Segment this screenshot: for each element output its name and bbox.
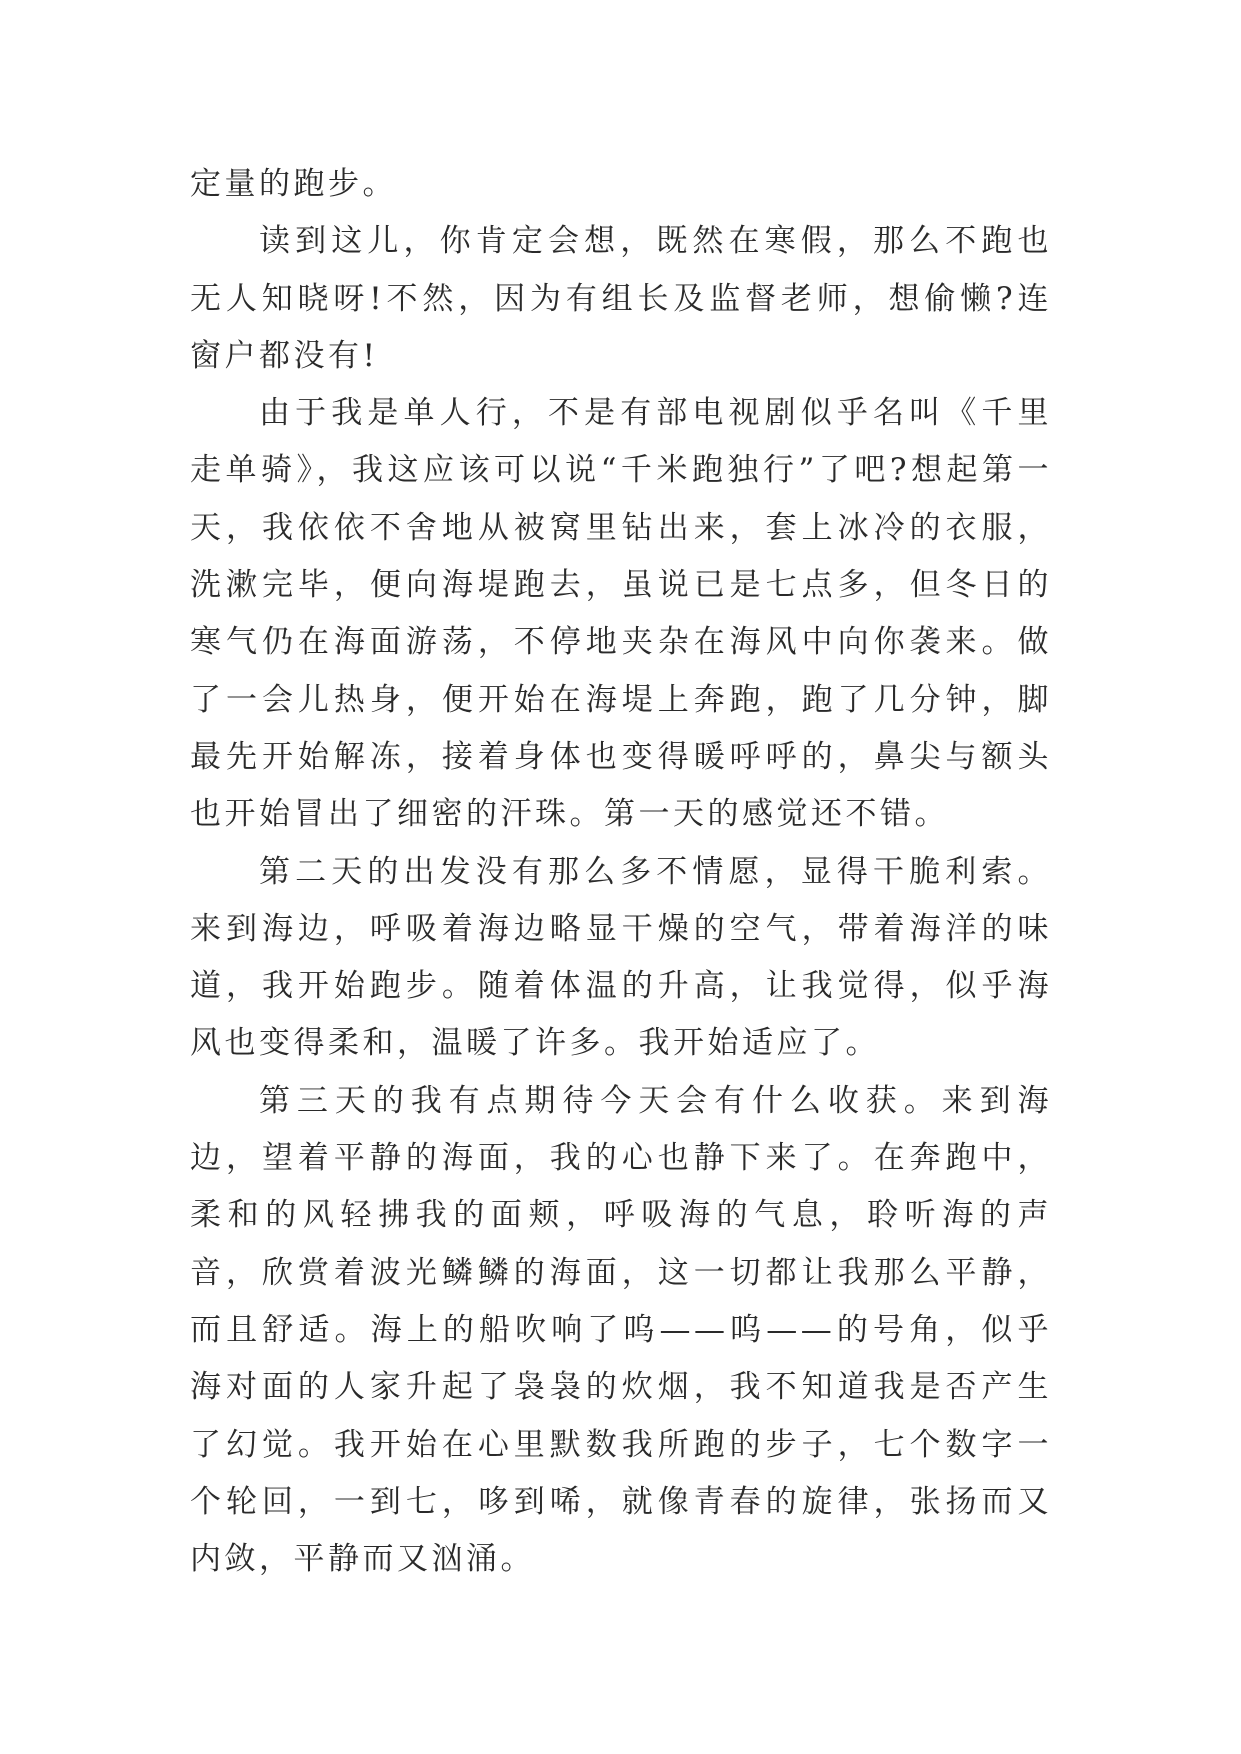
document-body (190, 156, 1052, 1588)
paragraph: 读到这儿，你肯定会想，既然在寒假，那么不跑也无人知晓呀!不然，因为有组长及监督老师，想偷懒?连窗户都没有! (190, 223, 1052, 374)
paragraph: 第三天的我有点期待今天会有什么收获。来到海边，望着平静的海面，我的心也静下来了。在奔跑中，柔和的风轻拂我的面颊，呼吸海的气息，聆听海的声音，欣赏着波光鳞鳞的海面，这一切都让我那么平静，而且舒适。海上的船吹响了呜——呜——的号角，似乎海对面的人家升起了袅袅的炊烟，我不知道我是否产生了幻觉。我开始在心里默数我所跑的步子，七个数字一个轮回，一到七，哆到唏，就像青春的旋律，张扬而又内敛，平静而又汹涌。 (190, 1082, 1052, 1578)
paragraph: 第二天的出发没有那么多不情愿，显得干脆利索。来到海边，呼吸着海边略显干燥的空气，带着海洋的味道，我开始跑步。随着体温的升高，让我觉得，似乎海风也变得柔和，温暖了许多。我开始适应了。 (190, 853, 1052, 1062)
paragraph: 由于我是单人行，不是有部电视剧似乎名叫《千里走单骑》，我这应该可以说“千米跑独行”了吧?想起第一天，我依依不舍地从被窝里钻出来，套上冰冷的衣服，洗漱完毕，便向海堤跑去，虽说已是七点多，但冬日的寒气仍在海面游荡，不停地夹杂在海风中向你袭来。做了一会儿热身，便开始在海堤上奔跑，跑了几分钟，脚最先开始解冻，接着身体也变得暖呼呼的，鼻尖与额头也开始冒出了细密的汗珠。第一天的感觉还不错。 (190, 395, 1052, 833)
paragraph-continued: 定量的跑步。 (190, 166, 397, 202)
